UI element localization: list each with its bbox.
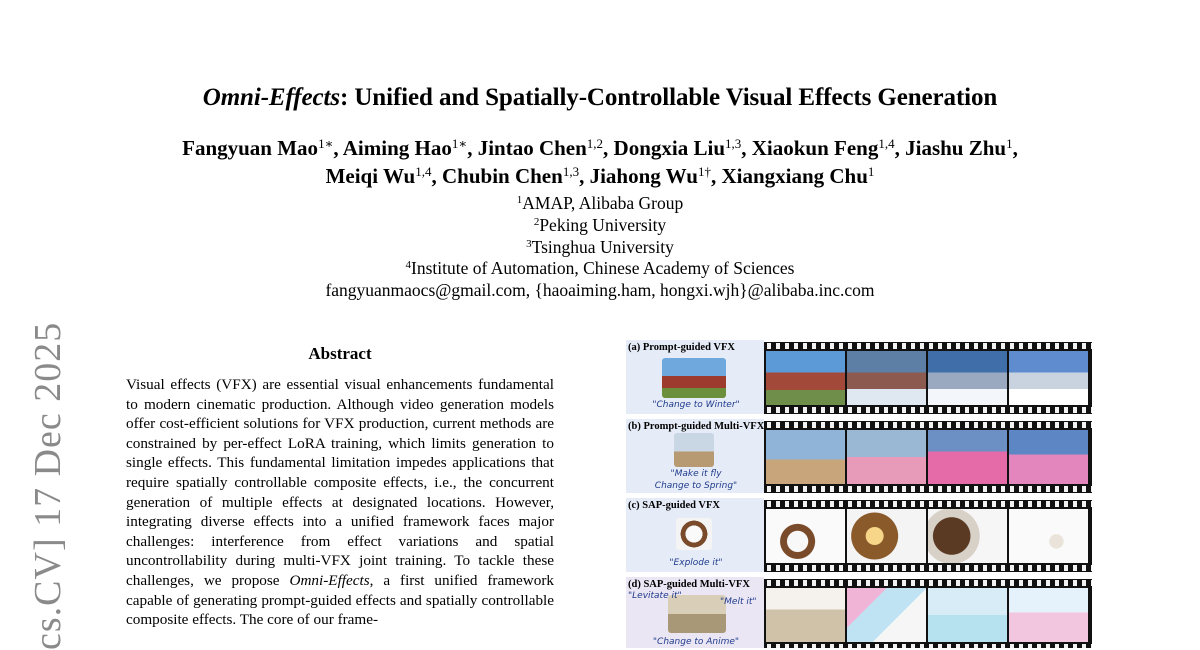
video-frame [928, 351, 1007, 405]
author: Xiaokun Feng$^{1,4}$, [751, 136, 906, 160]
prompt-text: "Change to Anime" [652, 637, 740, 647]
row-prompt-panel [626, 340, 764, 414]
video-frame [766, 509, 845, 563]
film-perforation [764, 501, 1092, 507]
row-label: (c) SAP-guided VFX [628, 500, 720, 511]
prompt-text: "Melt it" [720, 597, 757, 607]
row-prompt-panel [626, 419, 764, 493]
film-perforation [764, 644, 1092, 648]
prompt-text: "Explode it" [669, 558, 723, 568]
paper-title-method: Omni-Effects [202, 84, 340, 111]
row-label: (b) Prompt-guided Multi-VFX [628, 421, 765, 432]
input-image-coconut [676, 518, 712, 550]
teaser-figure [626, 340, 1094, 648]
video-frame [1009, 430, 1088, 484]
author: Jiashu Zhu$^1$, [905, 136, 1018, 160]
prompt-text: "Change to Winter" [652, 400, 740, 410]
author-list [100, 134, 1100, 190]
author: Meiqi Wu$^{1,4}$, [325, 164, 442, 188]
prompt-text: "Levitate it" [628, 591, 682, 601]
video-frame [1009, 509, 1088, 563]
author: Dongxia Liu$^{1,3}$, [613, 136, 752, 160]
film-perforation [764, 407, 1092, 413]
film-strip [764, 342, 1092, 414]
film-strip [764, 421, 1092, 493]
row-prompt-panel [626, 498, 764, 572]
affiliations [0, 193, 1200, 302]
abstract-text: Visual effects (VFX) are essential visual enhancements fundamental to modern cinematic production. Although video generation models offer cost-efficient solutions for VFX production, current methods are constrained by per-effect LoRA training, which limits generation to single effects. This fundamental limitation impedes applications that require spatially controllable composite effects, i.e., the concurrent generation of multiple effects at designated locations. However, integrating diverse effects into a unified framework faces major challenges: interference from effect variations and spatial uncontrollability during multi-VFX joint training. To tackle these challenges, we propose [126, 376, 554, 589]
video-frame [928, 588, 1007, 642]
input-image-person [674, 433, 714, 467]
video-frame [766, 430, 845, 484]
abstract-heading: Abstract [308, 344, 372, 363]
video-frame [847, 509, 926, 563]
author: Chubin Chen$^{1,3}$, [442, 164, 590, 188]
video-frame [928, 430, 1007, 484]
contact-emails: fangyuanmaocs@gmail.com, {haoaiming.ham, hongxi.wjh}@alibaba.inc.com [325, 280, 875, 301]
author: Fangyuan Mao$^{1∗}$, [182, 136, 343, 160]
abstract-method-name: Omni-Effects [289, 571, 370, 589]
abstract-body [126, 375, 554, 630]
affiliation: $^4$Institute of Automation, Chinese Academy of Sciences [405, 258, 795, 279]
prompt-text: "Make it fly [670, 469, 722, 479]
author-line-1 [100, 134, 1100, 162]
author: Jintao Chen$^{1,2}$, [477, 136, 614, 160]
video-frame [1009, 351, 1088, 405]
prompt-text: Change to Spring" [654, 481, 738, 491]
film-perforation [764, 343, 1092, 349]
figure-row-prompt-vfx [626, 340, 1094, 414]
affiliation: $^1$AMAP, Alibaba Group [516, 193, 684, 213]
author: Xiangxiang Chu$^1$ [721, 164, 875, 188]
figure-row-prompt-multi-vfx [626, 419, 1094, 493]
row-prompt-panel [626, 577, 764, 648]
film-perforation [764, 422, 1092, 428]
author-line-2 [100, 162, 1100, 190]
abstract-text: , a first unified framework capable of generating prompt-guided effects and spatially controllable composite effects. The core of our frame- [126, 571, 554, 629]
film-perforation [764, 580, 1092, 586]
arxiv-side-stamp: cs.CV] 17 Dec 2025 [27, 321, 69, 650]
input-image-house [662, 358, 726, 398]
film-perforation [764, 565, 1092, 571]
affiliation: $^3$Tsinghua University [526, 236, 674, 257]
figure-row-sap-vfx [626, 498, 1094, 572]
video-frame [928, 509, 1007, 563]
film-strip [764, 579, 1092, 648]
video-frame [847, 430, 926, 484]
row-label: (a) Prompt-guided VFX [628, 342, 735, 353]
author: Aiming Hao$^{1∗}$, [342, 136, 478, 160]
affiliation: $^2$Peking University [533, 214, 667, 235]
video-frame [766, 351, 845, 405]
video-frame [847, 588, 926, 642]
row-label: (d) SAP-guided Multi-VFX [628, 579, 750, 590]
video-frame [766, 588, 845, 642]
author: Jiahong $Wu^{1\dagger}$, [589, 164, 722, 188]
paper-title-rest: : Unified and Spatially-Controllable Visual Effects Generation [339, 84, 998, 111]
figure-row-sap-multi-vfx [626, 577, 1094, 648]
film-strip [764, 500, 1092, 572]
film-perforation [764, 486, 1092, 492]
video-frame [1009, 588, 1088, 642]
paper-title [0, 84, 1200, 112]
video-frame [847, 351, 926, 405]
